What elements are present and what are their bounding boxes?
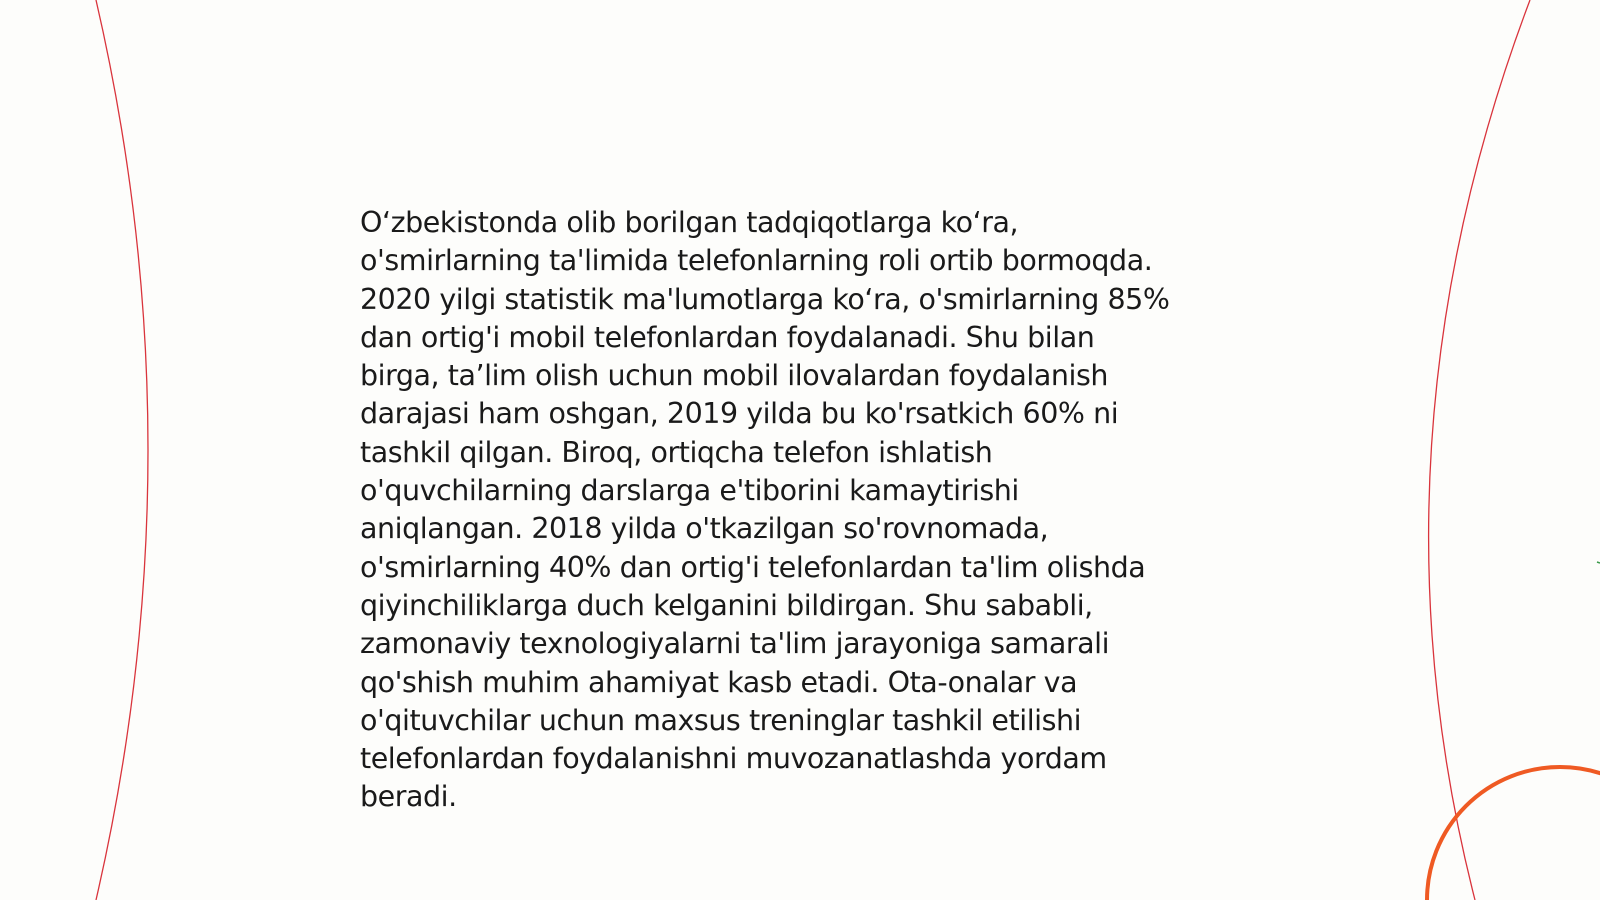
text-line: o'qituvchilar uchun maxsus treninglar tashkil etilishi	[360, 703, 1082, 737]
text-line: birga, ta’lim olish uchun mobil ilovalardan foydalanish	[360, 359, 1108, 393]
text-line: darajasi ham oshgan, 2019 yilda bu ko'rsatkich 60% ni	[360, 397, 1119, 431]
text-line: beradi.	[360, 780, 457, 814]
text-line: tashkil qilgan. Biroq, ortiqcha telefon ishlatish	[360, 435, 993, 469]
text-line: dan ortig'i mobil telefonlardan foydalanadi. Shu bilan	[360, 320, 1095, 354]
text-line: O‘zbekistonda olib borilgan tadqiqotlarga ko‘ra,	[360, 206, 1019, 239]
text-line: telefonlardan foydalanishni muvozanatlashda yordam	[360, 742, 1107, 776]
left-curve	[96, 0, 148, 900]
text-line: qiyinchiliklarga duch kelganini bildirgan. Shu sababli,	[360, 588, 1093, 622]
text-line: zamonaviy texnologiyalarni ta'lim jarayoniga samarali	[360, 627, 1110, 661]
text-line: qo'shish muhim ahamiyat kasb etadi. Ota-onalar va	[360, 665, 1078, 699]
text-line: o'smirlarning ta'limida telefonlarning roli ortib bormoqda.	[360, 244, 1153, 278]
right-curve	[1429, 0, 1530, 900]
text-line: aniqlangan. 2018 yilda o'tkazilgan so'rovnomada,	[360, 512, 1049, 546]
text-line: o'smirlarning 40% dan ortig'i telefonlardan ta'lim olishda	[360, 550, 1146, 584]
body-paragraph	[360, 204, 1240, 817]
text-line: o'quvchilarning darslarga e'tiborini kamaytirishi	[360, 474, 1019, 508]
orange-circle	[1427, 767, 1600, 900]
text-line: 2020 yilgi statistik ma'lumotlarga ko‘ra, o'smirlarning 85%	[360, 282, 1170, 316]
